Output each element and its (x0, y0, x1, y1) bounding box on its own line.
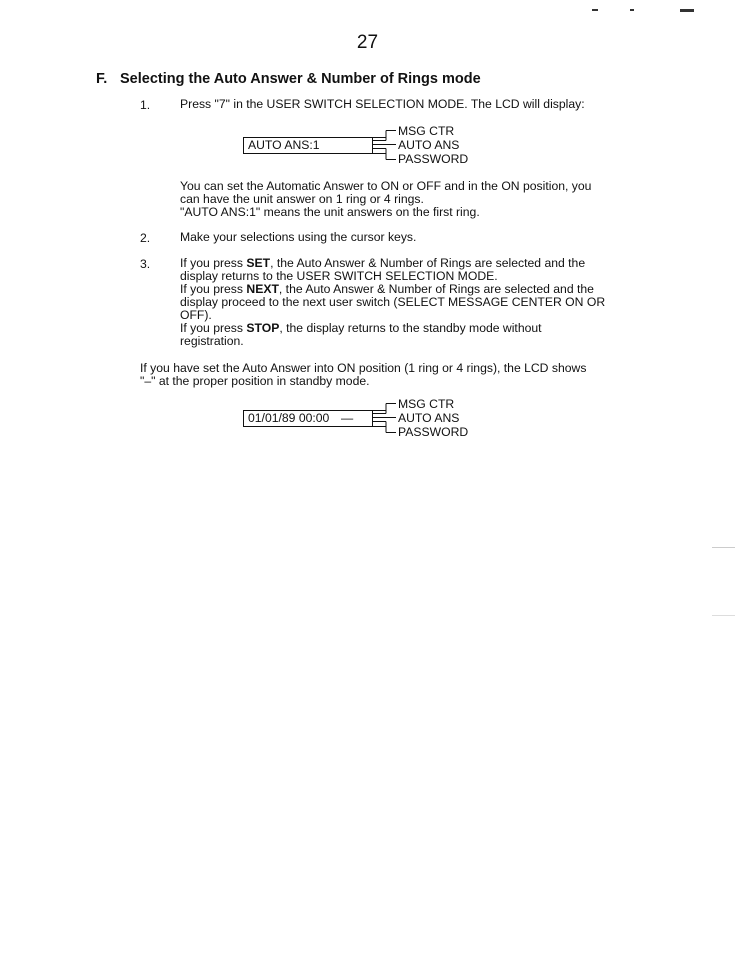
scan-mark (712, 547, 735, 548)
paragraph-line (180, 322, 650, 335)
paragraph-line: display proceed to the next user switch (SELECT MESSAGE CENTER ON OR (180, 295, 606, 309)
step-text (180, 257, 650, 348)
step-text: Make your selections using the cursor keys. (180, 230, 417, 244)
section-heading (96, 71, 481, 87)
paragraph-line: "AUTO ANS:1" means the unit answers on the first ring. (180, 205, 480, 219)
paragraph-line: display returns to the USER SWITCH SELECTION MODE. (180, 269, 498, 283)
step-text: Press "7" in the USER SWITCH SELECTION MODE. The LCD will display: (180, 97, 585, 111)
paragraph-line: You can set the Automatic Answer to ON or OFF and in the ON position, you (180, 179, 592, 193)
paragraph-line: OFF). (180, 308, 212, 322)
lcd-display: AUTO ANS:1 (243, 137, 373, 154)
text-run: , the display returns to the standby mode without (279, 321, 542, 335)
scan-mark (680, 9, 694, 12)
page-number: 27 (356, 32, 379, 53)
lcd-auto-answer-dash: — (341, 411, 354, 425)
section-letter: F. (96, 71, 108, 87)
lcd-datetime: 01/01/89 00:00 (248, 411, 330, 425)
lcd-diagram (243, 123, 483, 167)
scan-mark (712, 615, 735, 616)
lcd-label-auto-ans: AUTO ANS (398, 411, 460, 425)
paragraph-line: If you have set the Auto Answer into ON position (1 ring or 4 rings), the LCD shows (140, 361, 587, 375)
key-name: STOP (246, 321, 280, 335)
closing-paragraph (140, 362, 586, 388)
lcd-label-msg-ctr: MSG CTR (398, 124, 455, 138)
paragraph-line: "–" at the proper position in standby mode. (140, 374, 370, 388)
step-number: 3. (140, 257, 151, 271)
key-name: SET (246, 256, 271, 270)
text-run: If you press (180, 321, 247, 335)
step-paragraph (180, 180, 591, 219)
lcd-label-auto-ans: AUTO ANS (398, 138, 460, 152)
key-name: NEXT (246, 282, 279, 296)
lcd-label-password: PASSWORD (398, 425, 469, 439)
lcd-label-msg-ctr: MSG CTR (398, 397, 455, 411)
step-number: 1. (140, 98, 151, 112)
lcd-label-password: PASSWORD (398, 152, 469, 166)
text-run: If you press (180, 256, 247, 270)
text-run: If you press (180, 282, 247, 296)
switch-indicator-lines (243, 123, 403, 167)
scan-mark (630, 9, 634, 11)
text-run: , the Auto Answer & Number of Rings are selected and the (278, 282, 594, 296)
text-run: , the Auto Answer & Number of Rings are selected and the (270, 256, 586, 270)
switch-indicator-lines (243, 396, 403, 440)
section-title: Selecting the Auto Answer & Number of Rings mode (120, 71, 481, 87)
paragraph-line: registration. (180, 334, 244, 348)
lcd-diagram-standby (243, 396, 483, 440)
paragraph-line: can have the unit answer on 1 ring or 4 rings. (180, 192, 424, 206)
step-number: 2. (140, 231, 151, 245)
scan-mark (592, 9, 598, 11)
